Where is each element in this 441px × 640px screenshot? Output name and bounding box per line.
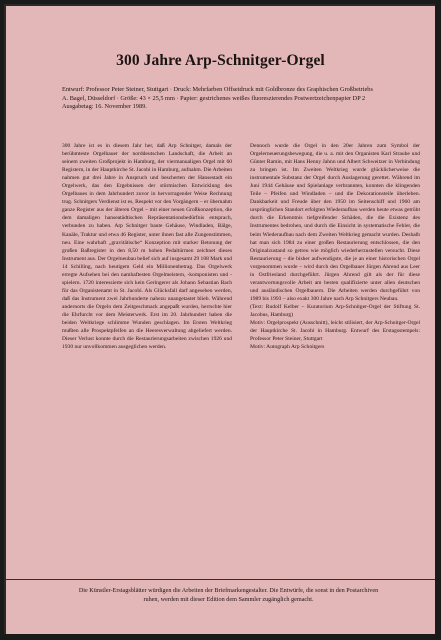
body-paragraph: 300 Jahre ist es in diesem Jahr her, daß Arp Schnitger, damals der berühmteste Orgelbauer der norddeutschen Landschaft, die Arbeit an seinem zweiten Großprojekt in Hamburg, der viermanualigen Orgel mit 60 Registern, in der Hauptkirche St. Jacobi in Hamburg, aufnahm. Die Arbeiten nahmen gut drei Jahre in Anspruch und bescherten der Hansestadt ein Orgelwerk, das den Ergebnissen der stürmischen Entwicklung des Orgelbaues in dem Jahrhundert zuvor in hervorragender Weise Rechnung trug. Schnitgers Verdienst ist es, Respekt vor den Vorgängern – er übernahm ganze Register aus der älteren Orgel – mit einer neuen Großkonzeption, die dem damaligen hanseatädtischen Repräsentationsbedürfnis entsprach, verbunden zu haben. Arp Schnitger baute Gehäuse, Windladen, Bälge, Kanäle, Traktur und etwa 46 Register, unter ihnen fast alle Zungenstimmen, neu. Eine wahrhaft „gravitätische“ Konzeption mit starker Betonung der großen Baßregister in den 8,50 m hohen Pedaltürmen zeichnet dieses Instrument aus. Der Orgelneubau belief sich auf insgesamt 29 108 Mark und 14 Schilling, nach heutigem Geld ein Millionenbetrag. Das Orgelwerk erregte Aufsehen bei den namhaftesten Orgelmeistern, -komponisten und -spielern. 1720 interessierte sich kein Geringerer als Johann Sebastian Bach für das Organistenamt in St. Jacobi. Als Glücksfall darf angesehen werden, daß das Instrument zwei Jahrhunderte nahezu unangetastet blieb. Während andernorts die Orgeln dem Zeitgeschmack angepaßt wurden, herrschte hier die Ehrfurcht vor dem Meisterwerk. Erst im 20. Jahrhundert haben die beiden Weltkriege schlimme Wunden geschlagen. Im Ersten Weltkrieg mußten alle Prospektpfeifen an die Heeresverwaltung abgeliefert werden. Dieser Verlust konnte durch die Restaurierungsarbeiten zwischen 1926 und 1930 nur unvollkommen ausgeglichen werden. [62,143,232,351]
meta-line: A. Bagel, Düsseldorf · Größe: 43 × 25,5 mm · Papier: gestrichenes weißes fluoreszierendes Postwertzeichenpapier DP 2 [62,94,366,102]
text-column-left [62,142,232,351]
motif-autograph: Motiv: Autograph Arp Schnitgers [250,344,325,351]
footer-note [46,586,411,604]
meta-line: Entwurf: Professor Peter Steiner, Stuttgart · Druck: Mehrfarben Offsetdruck mit Goldbronze des Graphischen Großbetriebs [62,86,373,93]
footer-divider [6,579,435,580]
footer-line: ruhen, werden mit dieser Edition dem Sammler zugänglich gemacht. [143,596,314,603]
motif-description: Motiv: Orgelprospekt (Ausschnitt), leicht stilisiert, der Arp-Schnitger-Orgel der Hauptkirche St. Jacobi in Hamburg. Entwurf des Erstagsstempels: Professor Peter Steiner, Stuttgart [250,320,420,343]
body-paragraph: Dennoch wurde die Orgel in den 20er Jahren zum Symbol der Orgelerneuerungsbewegung, die u. a. mit den Organisten Karl Straube und Günter Ramin, mit Hans Henny Jahnn und Albert Schweitzer in Verbindung zu bringen ist. Im Zweiten Weltkrieg wurde glücklicherweise die instrumentale Substanz der Orgel durch Auslagerung gerettet. Während im Juni 1944 Gehäuse und Spielanlage verbrannten, konnten die klingenden Teile – Pfeifen und Windladen – und die Dekorationsteile überleben. Dankbarkeit und Freude über den 1950 im Seitenschiff und 1960 am ursprünglichen Standort erfolgten Wiederaufbau werden heute etwas getrübt durch die Erkenntnis tiefgreifender Schäden, die die Existenz des Instrumentes bedrohen, und durch die Einsicht in systematische Fehler, die beim Wiederaufbau nach dem Zweiten Weltkrieg gemacht wurden. Deshalb hat man sich 1984 zu einer großen Restaurierung entschlossen, die den Originalzustand so getreu wie möglich wiederherzustellen versucht. Diese Restaurierung – die bisher aufwendigste, die je an einer historischen Orgel vorgenommen wurde – wird durch den Orgelbauer Jürgen Ahrend aus Leer in Ostfriesland durchgeführt. Jürgen Ahrend gilt als der für diese verantwortungsvolle Arbeit am besten qualifizierte unter allen deutschen und ausländischen Orgelbauern. Die Arbeiten werden durchgeführt von 1989 bis 1993 – also exakt 300 Jahre nach Arp Schnitgers Neubau. [250,143,420,302]
footer-line: Die Künstler-Erstagsblätter würdigen die Arbeiten der Briefmarkengestalter. Die Entwürfe, die sonst in den Postarchiven [78,587,379,594]
document-sheet [6,6,435,634]
page-title: 300 Jahre Arp-Schnitger-Orgel [116,52,325,69]
text-column-right [250,142,420,351]
text-credit: (Text: Rudolf Kelber – Kuratorium Arp-Schnitger-Orgel der Stiftung St. Jacobus, Hamburg) [250,303,420,318]
meta-line: Ausgabetag: 16. November 1989. [62,103,147,111]
production-details [62,86,412,112]
